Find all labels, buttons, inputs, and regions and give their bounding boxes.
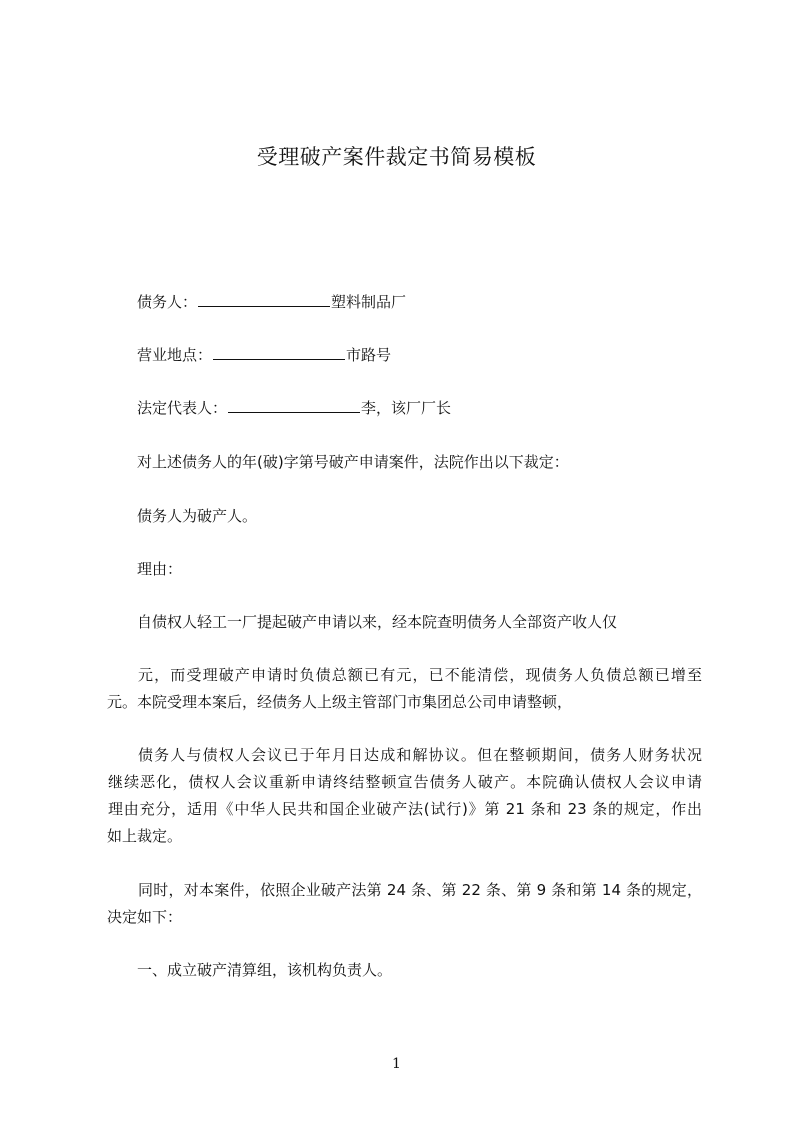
address-line	[137, 345, 391, 365]
representative-blank	[228, 398, 360, 413]
address-blank	[213, 345, 345, 360]
debtor-name: 塑料制品厂	[331, 293, 407, 311]
document-title: 受理破产案件裁定书简易模板	[256, 145, 537, 169]
page-number: 1	[392, 1056, 401, 1072]
reason-paragraph-1: 自债权人轻工一厂提起破产申请以来，经本院查明债务人全部资产收人仅	[137, 613, 618, 631]
reason-paragraph-2-line-2: 元。本院受理本案后，经债务人上级主管部门市集团总公司申请整顿，	[107, 693, 573, 711]
address-value: 市路号	[346, 346, 392, 364]
decision-item-1: 一、成立破产清算组，该机构负责人。	[137, 961, 393, 979]
debtor-label: 债务人：	[137, 293, 198, 311]
decision-paragraph-line-1: 同时，对本案件，依照企业破产法第 24 条、第 22 条、第 9 条和第 14 条的规定，	[138, 881, 702, 899]
intro-paragraph: 对上述债务人的年(破)字第号破产申请案件，法院作出以下裁定：	[137, 453, 569, 471]
reason-heading: 理由：	[137, 560, 183, 578]
debtor-blank	[198, 292, 330, 307]
reason-paragraph-2-line-1: 元，而受理破产申请时负债总额已有元，已不能清偿，现债务人负债总额已增至	[138, 666, 702, 684]
representative-label: 法定代表人：	[137, 399, 228, 417]
address-label: 营业地点：	[137, 346, 213, 364]
representative-line	[137, 398, 451, 418]
decision-paragraph-line-2: 决定如下：	[107, 908, 183, 926]
representative-value: 李，该厂厂长	[361, 399, 452, 417]
reason-paragraph-3-line-3: 理由充分，适用《中华人民共和国企业破产法(试行)》第 21 条和 23 条的规定，作出	[108, 800, 702, 818]
reason-paragraph-3-line-2: 继续恶化，债权人会议重新申请终结整顿宣告债务人破产。本院确认债权人会议申请	[108, 773, 702, 791]
reason-paragraph-3-line-1: 债务人与债权人会议已于年月日达成和解协议。但在整顿期间，债务人财务状况	[138, 746, 702, 764]
reason-paragraph-3-line-4: 如上裁定。	[107, 827, 183, 845]
debtor-line	[137, 292, 406, 312]
ruling-paragraph: 债务人为破产人。	[137, 507, 258, 525]
